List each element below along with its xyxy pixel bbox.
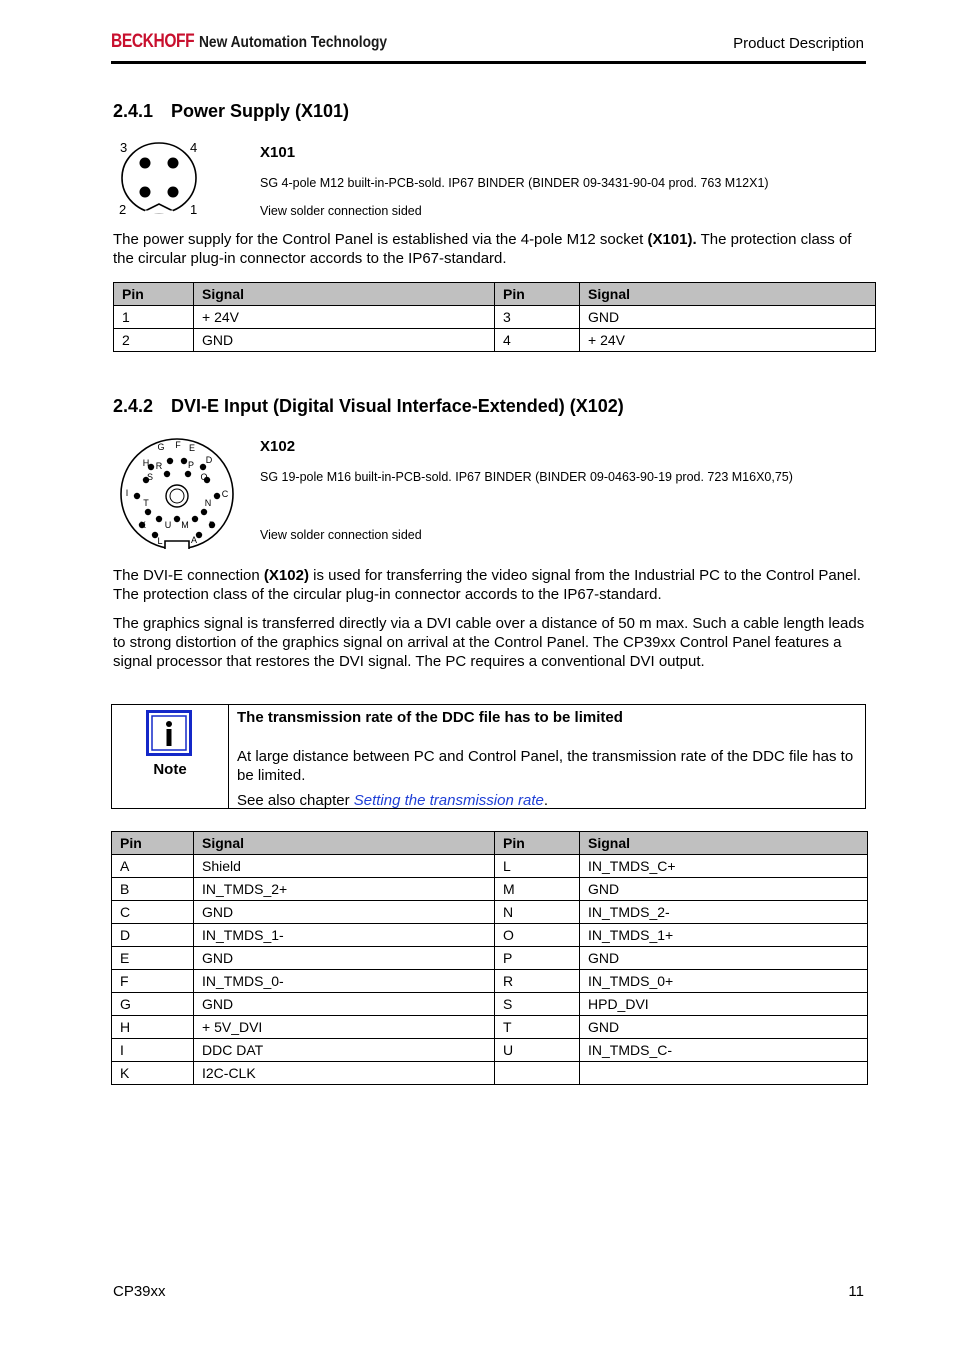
- connector-name-x101: X101: [260, 144, 296, 161]
- connector-view-note: View solder connection sided: [260, 204, 422, 218]
- pin-dot: [192, 516, 198, 522]
- pin-letter: T: [143, 498, 149, 508]
- note-see-also: [237, 791, 857, 810]
- table-row: [112, 1062, 868, 1085]
- pin-letter: B: [208, 520, 216, 530]
- paragraph-text: The DVI-E connection: [113, 567, 264, 584]
- pin-cell: E: [112, 947, 194, 970]
- signal-cell: GND: [194, 993, 495, 1016]
- section-heading-power-supply: [113, 101, 349, 122]
- pin-letter: L: [157, 536, 163, 546]
- pin-label-2: 2: [119, 202, 127, 217]
- col-header: Pin: [495, 283, 580, 306]
- pin-letter: C: [221, 489, 229, 499]
- pin-cell: P: [495, 947, 580, 970]
- pin-cell: O: [495, 924, 580, 947]
- table-row: [114, 329, 876, 352]
- paragraph-bold: (X101).: [647, 231, 697, 248]
- info-icon: [146, 710, 192, 756]
- pin-letter: P: [187, 460, 195, 470]
- pin-cell: G: [112, 993, 194, 1016]
- signal-cell: I2C-CLK: [194, 1062, 495, 1085]
- signal-cell: GND: [194, 947, 495, 970]
- logo-tagline: New Automation Technology: [199, 34, 388, 51]
- pin-cell: L: [495, 855, 580, 878]
- pin-letter: N: [204, 498, 212, 508]
- signal-cell: IN_TMDS_2+: [194, 878, 495, 901]
- pin-dot: [185, 471, 191, 477]
- power-supply-paragraph: [113, 230, 868, 268]
- note-body: At large distance between PC and Control Panel, the transmission rate of the DDC file has to be limited.: [237, 748, 854, 784]
- col-header: Signal: [580, 283, 876, 306]
- signal-cell: IN_TMDS_1-: [194, 924, 495, 947]
- pin-label-3: 3: [120, 140, 128, 155]
- connector-description: SG 4-pole M12 built-in-PCB-sold. IP67 BINDER (BINDER 09-3431-90-04 prod. 763 M12X1): [260, 176, 769, 190]
- pin-cell: 4: [495, 329, 580, 352]
- table-row: [112, 1016, 868, 1039]
- pin-letter: A: [190, 535, 198, 545]
- header-rule: [111, 61, 866, 64]
- footer-doc-name: CP39xx: [113, 1283, 166, 1300]
- pin-letter: I: [125, 488, 129, 498]
- table-row: [112, 855, 868, 878]
- paragraph-bold: (X102): [263, 567, 309, 584]
- note-label: Note: [153, 761, 187, 778]
- connector-view-note: View solder connection sided: [260, 528, 422, 542]
- col-header: Pin: [114, 283, 194, 306]
- note-icon-cell: [112, 705, 229, 808]
- power-pin-table: [113, 282, 876, 352]
- signal-cell: GND: [580, 306, 876, 329]
- pin-dot: [214, 493, 220, 499]
- signal-cell: + 5V_DVI: [194, 1016, 495, 1039]
- signal-cell: IN_TMDS_C+: [580, 855, 868, 878]
- pin-letter: D: [205, 455, 213, 465]
- beckhoff-logo: BECKHOFF: [111, 31, 195, 52]
- pin-dot: [145, 509, 151, 515]
- signal-cell: + 24V: [194, 306, 495, 329]
- see-also-suffix: .: [543, 792, 549, 809]
- pin-letter: F: [175, 440, 181, 450]
- signal-cell: IN_TMDS_0-: [194, 970, 495, 993]
- pin-cell: C: [112, 901, 194, 924]
- note-heading: The transmission rate of the DDC file has to be limited: [237, 709, 623, 726]
- paragraph-text: The protection class of the circular plug-in connector accords to the IP67-standard.: [113, 231, 852, 267]
- pin-letter: K: [139, 520, 147, 530]
- signal-cell: GND: [580, 1016, 868, 1039]
- transmission-rate-link[interactable]: Setting the transmission rate: [353, 792, 544, 809]
- table-row: [112, 901, 868, 924]
- section-number: 2.4.2: [113, 396, 154, 416]
- pin-cell: N: [495, 901, 580, 924]
- section-title: Power Supply (X101): [171, 101, 350, 121]
- connector-outline: [122, 143, 196, 213]
- pin-cell: 1: [114, 306, 194, 329]
- pin-cell: M: [495, 878, 580, 901]
- paragraph-text: is used for transferring the video signal from the Industrial PC to the Control Panel. The protection class of the circular plug-in connector accords to the IP67-standard.: [113, 567, 861, 603]
- signal-cell: IN_TMDS_0+: [580, 970, 868, 993]
- dvi-paragraph-2: The graphics signal is transferred directly via a DVI cable over a distance of 50 m max. Such a cable length leads to strong distortion of the graphics signal on arrival at the Control Panel. The CP39xx Control Panel features a signal processor that restores the DVI signal. The PC requires a conventional DVI output.: [113, 615, 865, 670]
- header-section-title: Product Description: [733, 35, 864, 52]
- section-number: 2.4.1: [113, 101, 154, 121]
- table-header-row: [114, 283, 876, 306]
- table-row: [114, 306, 876, 329]
- pin-label-1: 1: [190, 202, 198, 217]
- pin-dot: [167, 458, 173, 464]
- pin-dot: [156, 516, 162, 522]
- signal-cell: IN_TMDS_C-: [580, 1039, 868, 1062]
- signal-cell: GND: [194, 329, 495, 352]
- pin-dot: [174, 516, 180, 522]
- dvi-pin-table: [111, 831, 868, 1085]
- signal-cell: DDC DAT: [194, 1039, 495, 1062]
- pin-letter: E: [188, 443, 196, 453]
- note-box: [111, 704, 866, 809]
- pin-cell: 3: [495, 306, 580, 329]
- footer-page-number: 11: [848, 1283, 864, 1300]
- col-header: Signal: [580, 832, 868, 855]
- table-row: [112, 924, 868, 947]
- signal-cell: [580, 1062, 868, 1085]
- see-also-text: See also chapter: [237, 792, 354, 809]
- m16-connector-diagram: [115, 436, 240, 556]
- pin-cell: H: [112, 1016, 194, 1039]
- table-row: [112, 947, 868, 970]
- signal-cell: Shield: [194, 855, 495, 878]
- table-row: [112, 878, 868, 901]
- pin-cell: I: [112, 1039, 194, 1062]
- signal-cell: + 24V: [580, 329, 876, 352]
- signal-cell: GND: [580, 878, 868, 901]
- table-row: [112, 1039, 868, 1062]
- pin-letter: G: [157, 442, 165, 452]
- pin-cell: 2: [114, 329, 194, 352]
- pin-dot: [201, 509, 207, 515]
- signal-cell: GND: [194, 901, 495, 924]
- col-header: Signal: [194, 283, 495, 306]
- table-row: [112, 993, 868, 1016]
- pin-letter: R: [155, 461, 163, 471]
- table-row: [112, 970, 868, 993]
- signal-cell: IN_TMDS_1+: [580, 924, 868, 947]
- pin-cell: A: [112, 855, 194, 878]
- pin-cell: S: [495, 993, 580, 1016]
- col-header: Pin: [495, 832, 580, 855]
- pin-letter: S: [146, 472, 154, 482]
- pin-4: [168, 158, 179, 169]
- connector-description: SG 19-pole M16 built-in-PCB-sold. IP67 BINDER (BINDER 09-0463-90-19 prod. 723 M16X0,75): [260, 470, 793, 484]
- pin-1: [168, 187, 179, 198]
- dvi-paragraph-1: [113, 566, 868, 604]
- col-header: Pin: [112, 832, 194, 855]
- signal-cell: GND: [580, 947, 868, 970]
- pin-cell: D: [112, 924, 194, 947]
- col-header: Signal: [194, 832, 495, 855]
- pin-letter: O: [200, 472, 208, 482]
- paragraph-text: The power supply for the Control Panel is established via the 4-pole M12 socket: [113, 231, 648, 248]
- table-header-row: [112, 832, 868, 855]
- pin-dot: [134, 493, 140, 499]
- pin-cell: [495, 1062, 580, 1085]
- section-heading-dvi-input: [113, 396, 624, 417]
- signal-cell: HPD_DVI: [580, 993, 868, 1016]
- pin-cell: K: [112, 1062, 194, 1085]
- signal-cell: IN_TMDS_2-: [580, 901, 868, 924]
- pin-3: [140, 158, 151, 169]
- pin-cell: T: [495, 1016, 580, 1039]
- pin-dot: [181, 458, 187, 464]
- pin-cell: R: [495, 970, 580, 993]
- pin-cell: U: [495, 1039, 580, 1062]
- pin-cell: B: [112, 878, 194, 901]
- pin-2: [140, 187, 151, 198]
- section-title: DVI-E Input (Digital Visual Interface-Extended) (X102): [171, 396, 624, 416]
- pin-letter: U: [164, 520, 172, 530]
- pin-label-4: 4: [190, 140, 198, 155]
- pin-dot: [164, 471, 170, 477]
- connector-name-x102: X102: [260, 438, 296, 455]
- pin-letter: H: [142, 458, 150, 468]
- pin-cell: F: [112, 970, 194, 993]
- pin-letter: M: [181, 520, 189, 530]
